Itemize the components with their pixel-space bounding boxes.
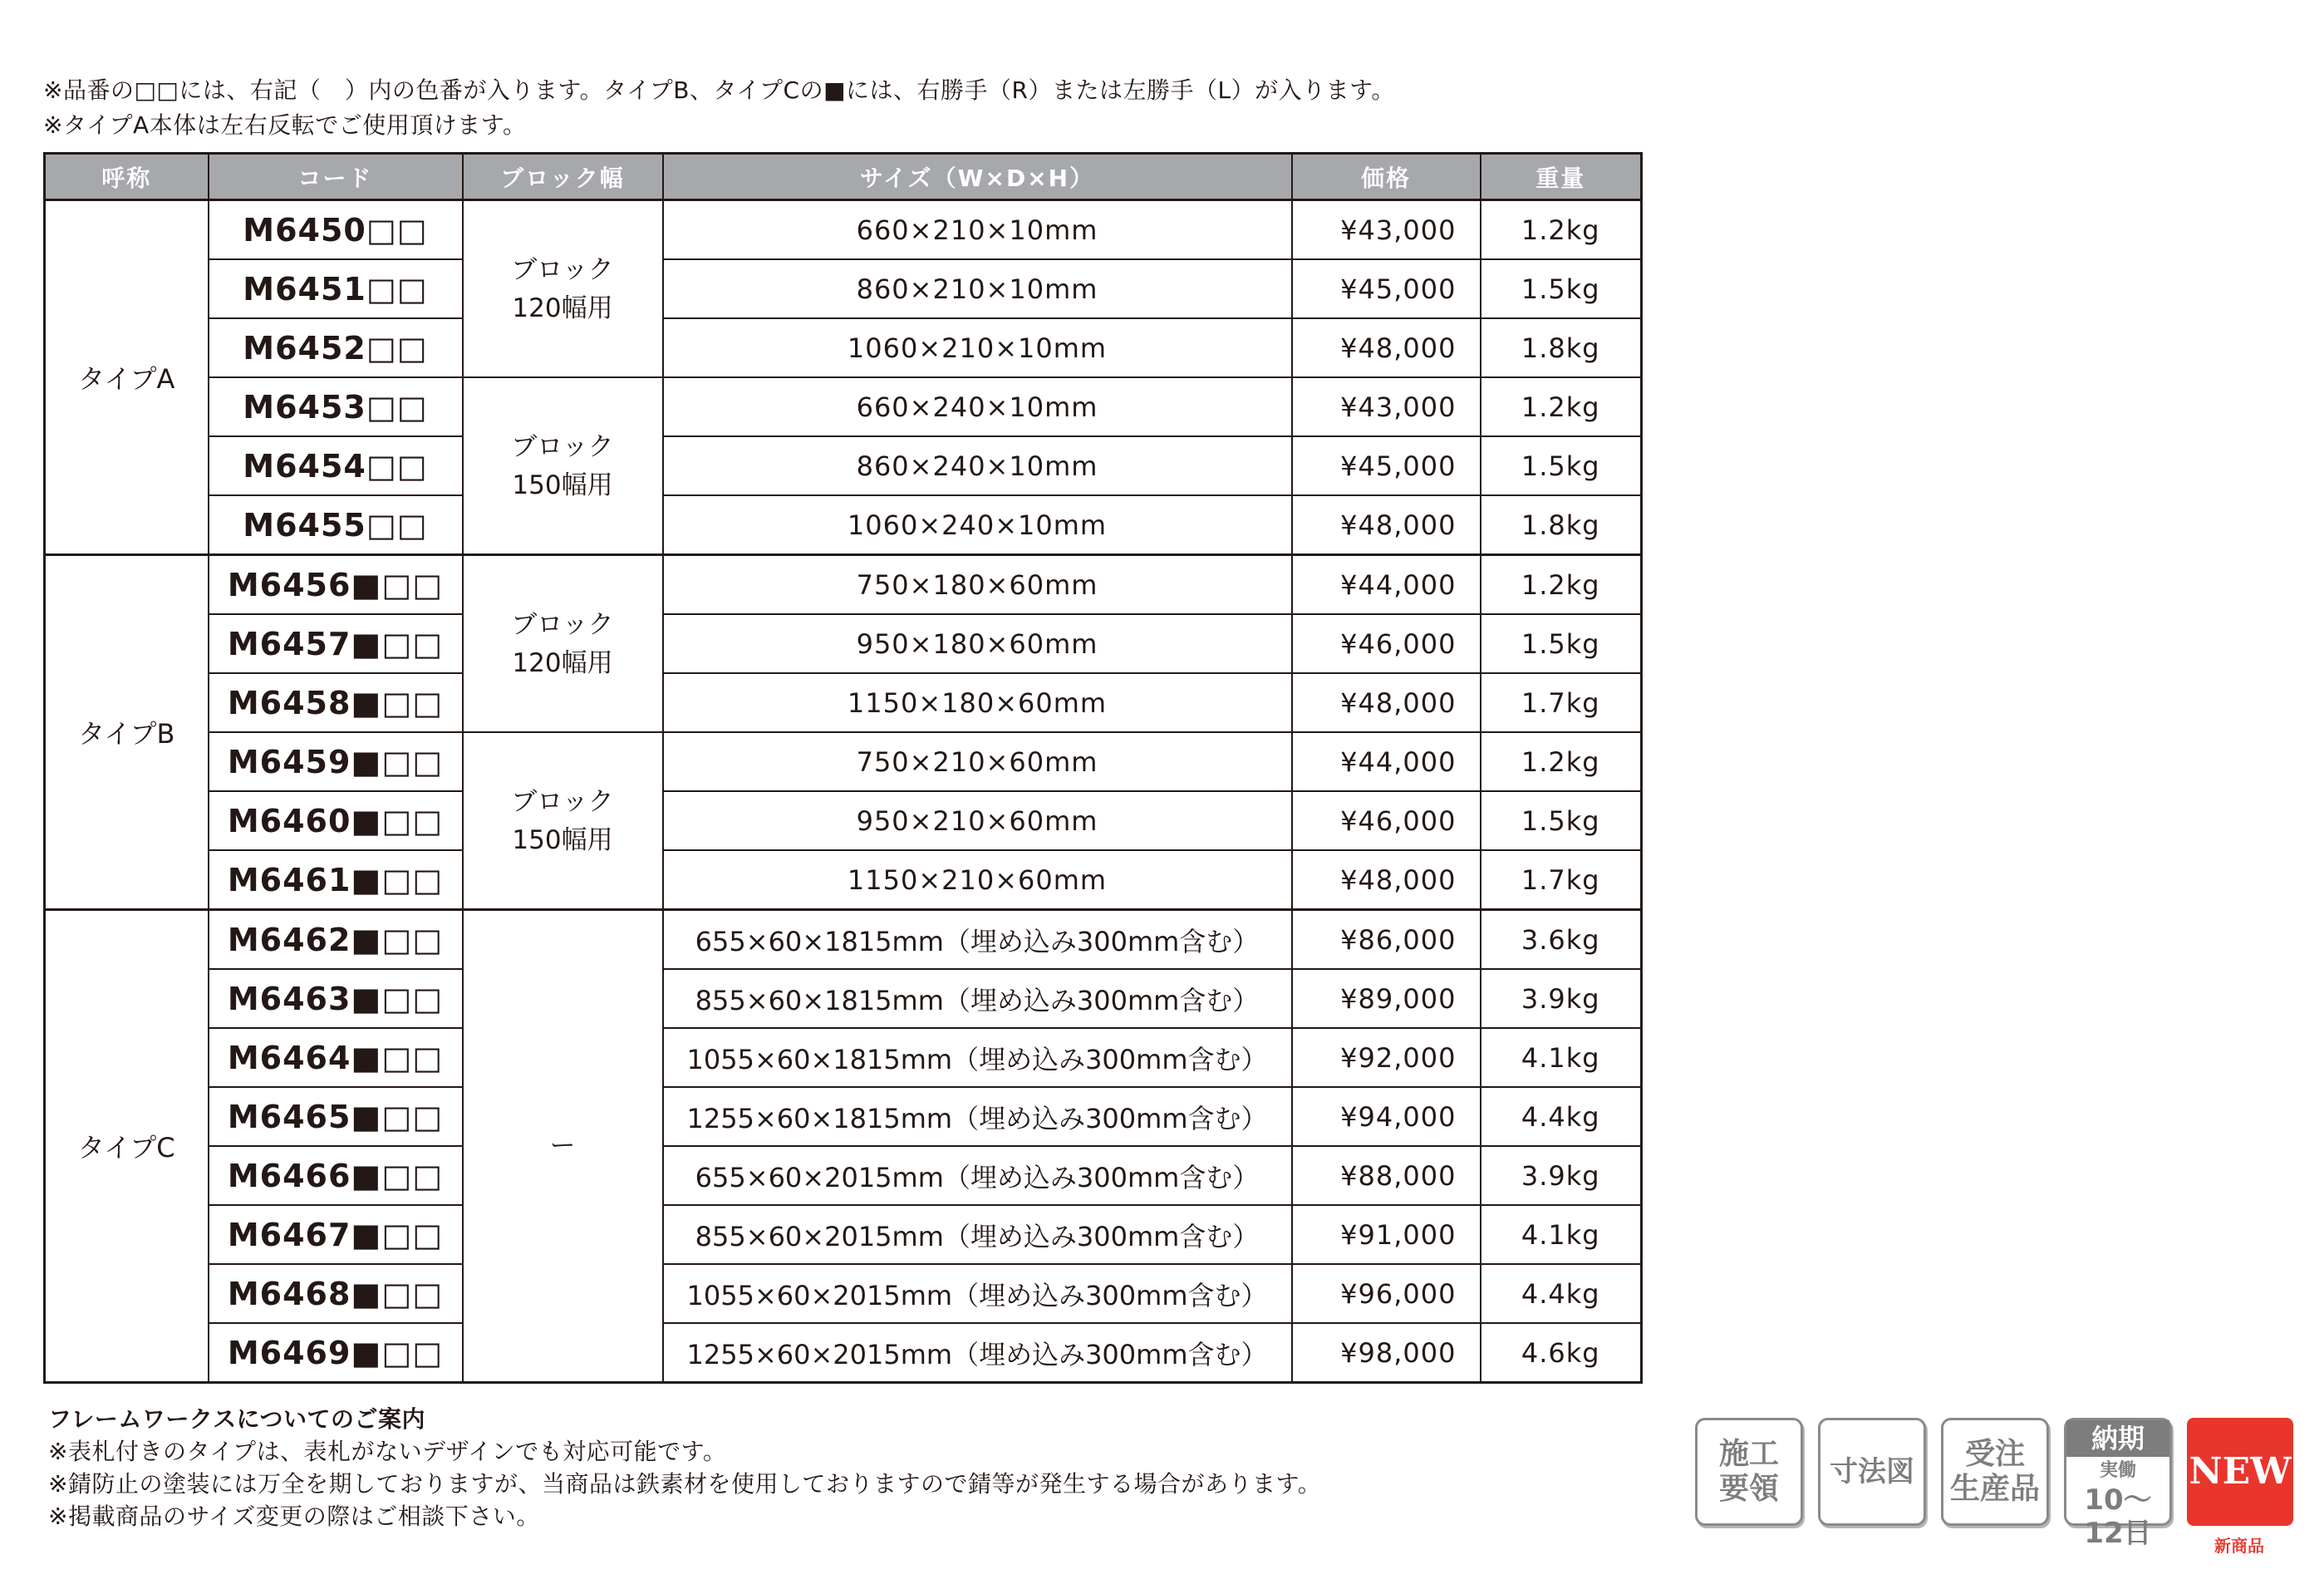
header-name: 呼称 [45,154,209,200]
badge-line: 受注 [1964,1437,2025,1471]
block-width [463,732,663,910]
block-width [463,910,663,1383]
product-size: 950×180×60mm [663,614,1292,673]
product-size: 1255×60×2015mm（埋め込み300mm含む） [663,1323,1292,1383]
product-price: ¥92,000 [1292,1028,1481,1087]
product-size: 950×210×60mm [663,791,1292,850]
block-width-line2: 150幅用 [512,470,613,500]
block-width-line1: ブロック [511,431,614,462]
table-row [45,850,1642,910]
product-code: M6451□□ [209,259,463,318]
product-code: M6466■□□ [209,1146,463,1205]
dimension-drawing-badge [1818,1418,1926,1526]
product-size: 1060×210×10mm [663,318,1292,377]
product-price: ¥98,000 [1292,1323,1481,1383]
new-product-badge [2187,1418,2293,1526]
product-weight: 3.9kg [1481,969,1642,1028]
note-line: ※表札付きのタイプは、表札がないデザインでも対応可能です。 [48,1438,727,1465]
new-label: NEW [2189,1450,2292,1493]
badge-line: 施工 [1718,1437,1779,1471]
note-line: ※品番の□□には、右記（ ）内の色番が入ります。タイプB、タイプCの■には、右勝手（R）または左勝手（L）が入ります。 [43,76,1395,104]
table-row [45,200,1642,260]
block-width-line1: ブロック [511,254,614,285]
product-code: M6455□□ [209,495,463,555]
product-code: M6467■□□ [209,1205,463,1264]
header-price: 価格 [1292,154,1481,200]
product-weight: 1.7kg [1481,673,1642,732]
product-weight: 1.2kg [1481,732,1642,791]
table-row [45,1205,1642,1264]
product-size: 750×210×60mm [663,732,1292,791]
product-size: 655×60×2015mm（埋め込み300mm含む） [663,1146,1292,1205]
product-price: ¥88,000 [1292,1146,1481,1205]
note-line: ※掲載商品のサイズ変更の際はご相談下さい。 [48,1503,540,1530]
product-code: M6453□□ [209,377,463,436]
product-price: ¥48,000 [1292,495,1481,555]
product-price: ¥48,000 [1292,673,1481,732]
product-size: 860×210×10mm [663,259,1292,318]
badge-line: 寸法図 [1830,1455,1914,1488]
product-price: ¥45,000 [1292,259,1481,318]
product-weight: 1.7kg [1481,850,1642,910]
product-size: 660×240×10mm [663,377,1292,436]
product-price: ¥43,000 [1292,377,1481,436]
table-row [45,495,1642,555]
product-price: ¥46,000 [1292,614,1481,673]
delivery-sub-label: 実働 [2099,1460,2136,1481]
delivery-label: 納期 [2066,1420,2169,1457]
block-width-line2: 120幅用 [512,293,613,323]
block-width-line1: ブロック [511,609,614,640]
product-size: 1255×60×1815mm（埋め込み300mm含む） [663,1087,1292,1146]
product-code: M6461■□□ [209,850,463,910]
product-code: M6456■□□ [209,555,463,615]
product-code: M6464■□□ [209,1028,463,1087]
product-code: M6463■□□ [209,969,463,1028]
product-price: ¥45,000 [1292,436,1481,495]
block-width [463,377,663,555]
type-name: タイプA [45,200,209,555]
product-weight: 1.5kg [1481,259,1642,318]
table-row [45,969,1642,1028]
product-weight: 4.4kg [1481,1264,1642,1323]
made-to-order-badge [1941,1418,2049,1526]
product-spec-table [43,152,1643,1384]
product-price: ¥44,000 [1292,732,1481,791]
product-price: ¥48,000 [1292,850,1481,910]
product-price: ¥44,000 [1292,555,1481,615]
table-row [45,436,1642,495]
product-size: 1055×60×2015mm（埋め込み300mm含む） [663,1264,1292,1323]
header-weight: 重量 [1481,154,1642,200]
badge-line: 生産品 [1949,1472,2040,1506]
product-code: M6459■□□ [209,732,463,791]
block-width [463,555,663,733]
product-code: M6458■□□ [209,673,463,732]
table-row [45,1264,1642,1323]
product-size: 855×60×2015mm（埋め込み300mm含む） [663,1205,1292,1264]
product-code: M6468■□□ [209,1264,463,1323]
new-product-caption: 新商品 [2214,1536,2264,1556]
product-size: 1150×210×60mm [663,850,1292,910]
product-code: M6457■□□ [209,614,463,673]
product-weight: 4.1kg [1481,1205,1642,1264]
notes-top [43,73,1395,143]
product-weight: 1.5kg [1481,614,1642,673]
product-price: ¥86,000 [1292,910,1481,970]
product-price: ¥43,000 [1292,200,1481,260]
table-row [45,1323,1642,1383]
table-row [45,377,1642,436]
table-row [45,1087,1642,1146]
delivery-days: 10～12日 [2084,1483,2152,1550]
type-name: タイプB [45,555,209,910]
product-size: 660×210×10mm [663,200,1292,260]
product-weight: 1.5kg [1481,436,1642,495]
product-size: 860×240×10mm [663,436,1292,495]
table-row [45,614,1642,673]
block-width-line2: 150幅用 [512,824,613,855]
product-code: M6462■□□ [209,910,463,970]
product-price: ¥46,000 [1292,791,1481,850]
product-size: 655×60×1815mm（埋め込み300mm含む） [663,910,1292,970]
product-price: ¥48,000 [1292,318,1481,377]
note-line: ※タイプA本体は左右反転でご使用頂けます。 [43,111,527,139]
product-weight: 4.6kg [1481,1323,1642,1383]
product-size: 1055×60×1815mm（埋め込み300mm含む） [663,1028,1292,1087]
product-size: 855×60×1815mm（埋め込み300mm含む） [663,969,1292,1028]
product-weight: 1.8kg [1481,318,1642,377]
product-code: M6469■□□ [209,1323,463,1383]
product-price: ¥96,000 [1292,1264,1481,1323]
table-row [45,673,1642,732]
table-row [45,910,1642,970]
header-size: サイズ（W×D×H） [663,154,1292,200]
product-weight: 1.2kg [1481,377,1642,436]
badge-line: 要領 [1718,1472,1779,1506]
product-weight: 3.9kg [1481,1146,1642,1205]
product-weight: 1.2kg [1481,200,1642,260]
type-name: タイプC [45,910,209,1383]
product-size: 1150×180×60mm [663,673,1292,732]
block-width-line1: ー [549,1131,576,1161]
product-price: ¥94,000 [1292,1087,1481,1146]
block-width-line2: 120幅用 [512,647,613,678]
table-row [45,318,1642,377]
product-price: ¥91,000 [1292,1205,1481,1264]
table-row [45,732,1642,791]
note-line: ※錆防止の塗装には万全を期しておりますが、当商品は鉄素材を使用しておりますので錆等が発生する場合があります。 [48,1470,1322,1498]
construction-guide-badge [1695,1418,1803,1526]
table-row [45,1146,1642,1205]
product-code: M6450□□ [209,200,463,260]
product-weight: 1.5kg [1481,791,1642,850]
product-price: ¥89,000 [1292,969,1481,1028]
product-size: 750×180×60mm [663,555,1292,615]
table-row [45,555,1642,615]
notes-heading: フレームワークスについてのご案内 [48,1405,426,1433]
product-code: M6452□□ [209,318,463,377]
notes-bottom [48,1403,1321,1532]
delivery-period-badge [2064,1418,2172,1550]
header-code: コード [209,154,463,200]
table-row [45,1028,1642,1087]
block-width [463,200,663,378]
product-code: M6465■□□ [209,1087,463,1146]
table-header-row [45,154,1642,200]
table-row [45,259,1642,318]
product-weight: 4.1kg [1481,1028,1642,1087]
product-weight: 4.4kg [1481,1087,1642,1146]
product-weight: 1.8kg [1481,495,1642,555]
table-row [45,791,1642,850]
product-code: M6454□□ [209,436,463,495]
product-weight: 3.6kg [1481,910,1642,970]
product-size: 1060×240×10mm [663,495,1292,555]
product-weight: 1.2kg [1481,555,1642,615]
block-width-line1: ブロック [511,786,614,817]
product-code: M6460■□□ [209,791,463,850]
header-block: ブロック幅 [463,154,663,200]
